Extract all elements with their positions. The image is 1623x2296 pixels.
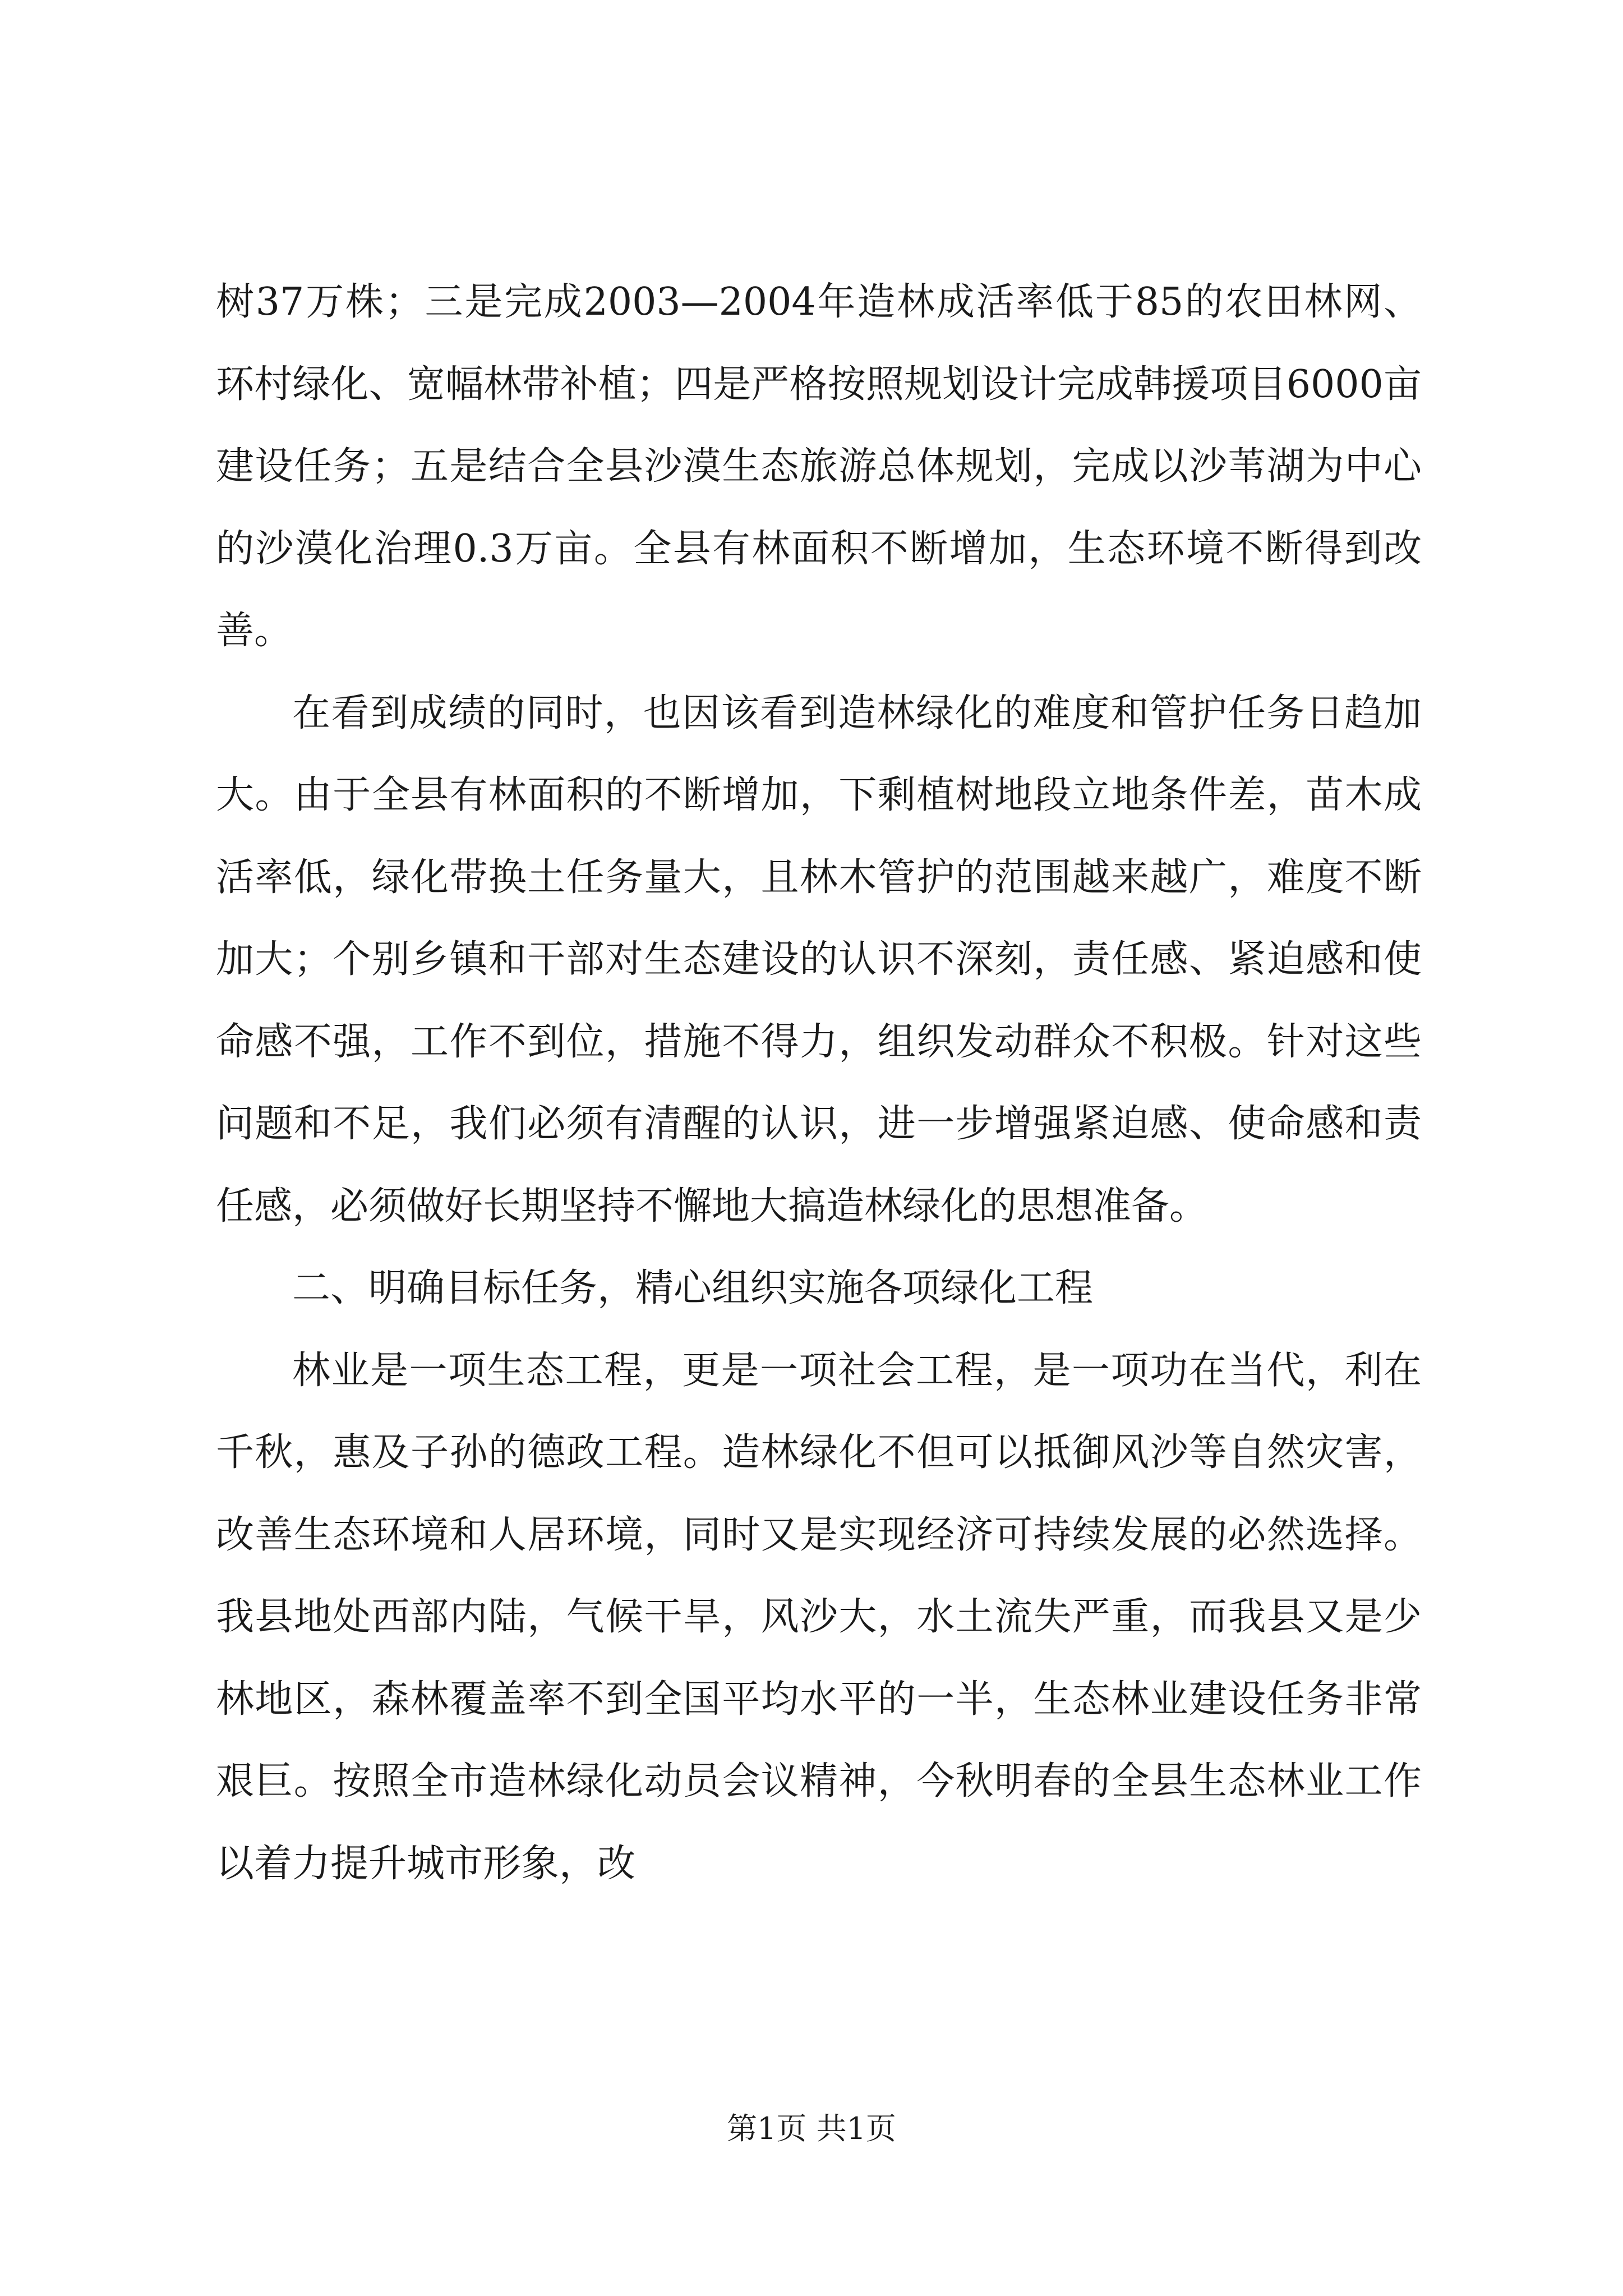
section-heading: 二、明确目标任务，精心组织实施各项绿化工程 [292, 1266, 1094, 1310]
document-body [216, 261, 1422, 1905]
paragraph-forestry-significance: 林业是一项生态工程，更是一项社会工程，是一项功在当代，利在千秋，惠及子孙的德政工程。造林绿化不但可以抵御风沙等自然灾害，改善生态环境和人居环境，同时又是实现经济可持续发展的必然选择。我县地处西部内陆，气候干旱，风沙大，水土流失严重，而我县又是少林地区，森林覆盖率不到全国平均水平的一半，生态林业建设任务非常艰巨。按照全市造林绿化动员会议精神，今秋明春的全县生态林业工作以着力提升城市形象，改 [216, 1348, 1422, 1886]
page-footer: 第1页 共1页 [727, 2111, 896, 2146]
paragraph-continuation: 树37万株；三是完成2003—2004年造林成活率低于85的农田林网、环村绿化、宽幅林带补植；四是严格按照规划设计完成韩援项目6000亩建设任务；五是结合全县沙漠生态旅游总体规划，完成以沙苇湖为中心的沙漠化治理0.3万亩。全县有林面积不断增加，生态环境不断得到改善。 [216, 280, 1422, 653]
paragraph-achievements-and-difficulties: 在看到成绩的同时，也因该看到造林绿化的难度和管护任务日趋加大。由于全县有林面积的不断增加，下剩植树地段立地条件差，苗木成活率低，绿化带换土任务量大，且林木管护的范围越来越广，难度不断加大；个别乡镇和干部对生态建设的认识不深刻，责任感、紧迫感和使命感不强，工作不到位，措施不得力，组织发动群众不积极。针对这些问题和不足，我们必须有清醒的认识，进一步增强紧迫感、使命感和责任感，必须做好长期坚持不懈地大搞造林绿化的思想准备。 [216, 691, 1422, 1228]
